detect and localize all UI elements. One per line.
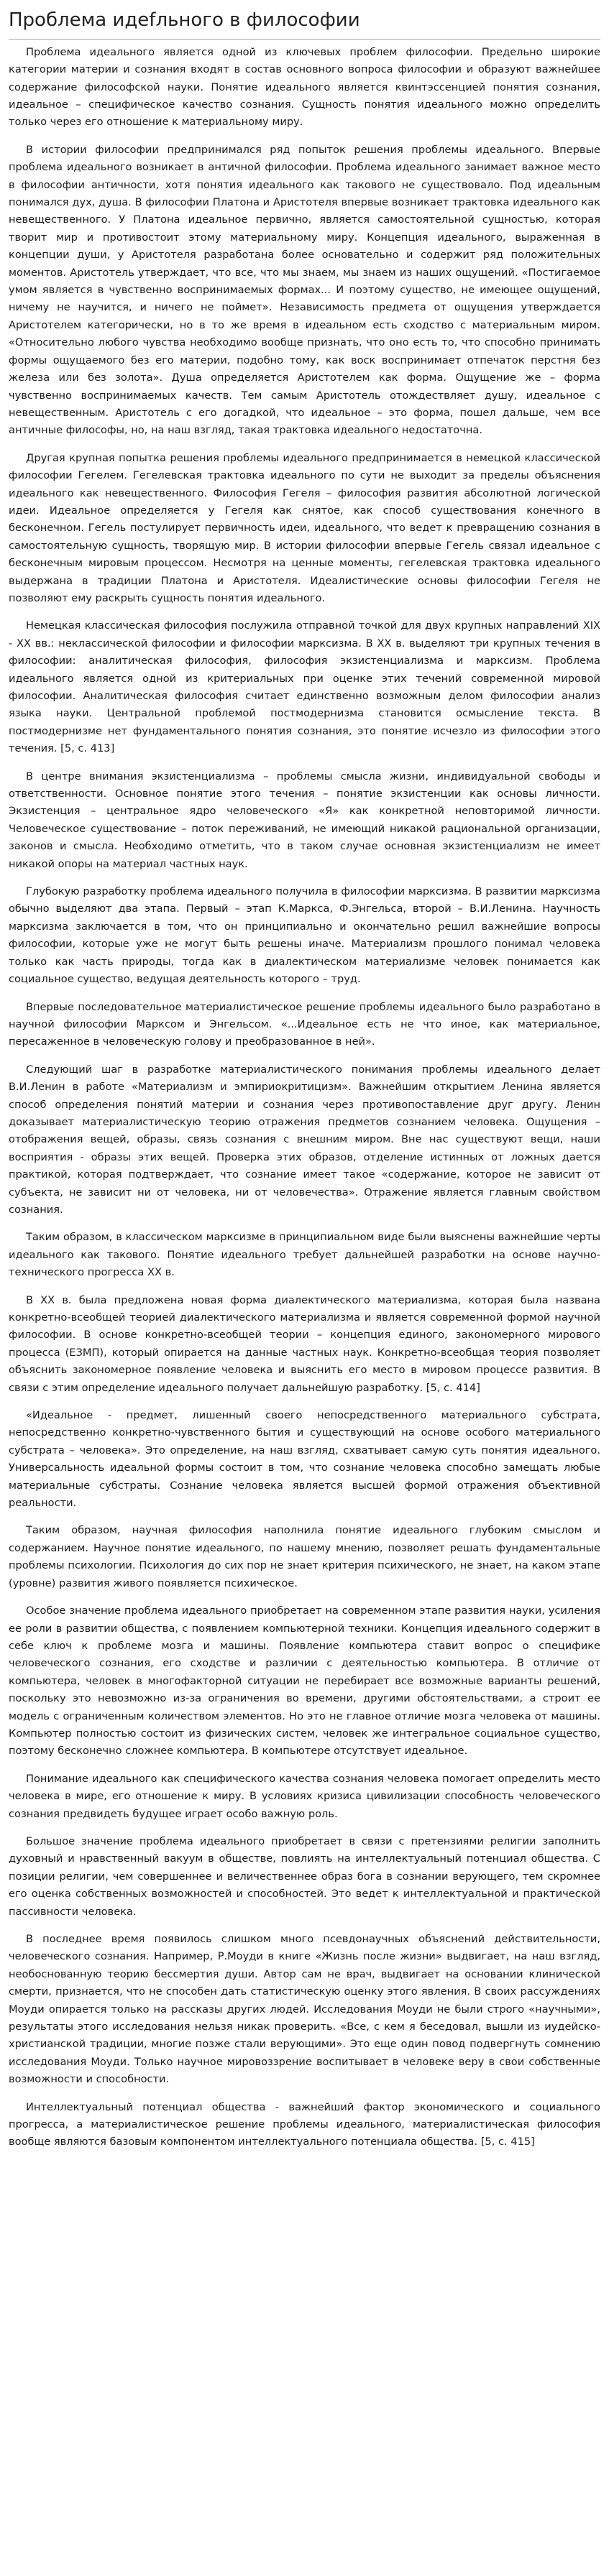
paragraph: Большое значение проблема идеального приобретает в связи с претензиями религии заполнить духовный и нравственный вакуум в обществе, повлиять на интеллектуальный потенциал общества. С позиции религии, чем совершеннее и величественнее образ бога в сознании верующего, тем скромнее его оценка собственных возможностей и способностей. Это ведет к интеллектуальной и практической пассивности человека. bbox=[9, 1834, 600, 1918]
paragraph: В истории философии предпринимался ряд попыток решения проблемы идеального. Впервые проблема идеального возникает в античной философии. Проблема идеального занимает важное место в философии античности, хотя понятия идеального как такового не существовало. Под идеальным понимался дух, душа. В философии Платона и Аристотеля впервые возникает трактовка идеального как невещественного. У Платона идеальное первично, является самостоятельной сущностью, которая творит мир и противостоит этому материальному миру. Концепция идеального, выраженная в концепции души, у Аристотеля разработана более основательно и содержит ряд положительных моментов. Аристотель утверждает, что все, что мы знаем, мы знаем из наших ощущений. «Постигаемое умом является в чувственно воспринимаемых формах... И поэтому существо, не имеющее ощущений, ничему не научится, и ничего не поймет». Независимость предмета от ощущения утверждается Аристотелем категорически, но в то же время в идеальном есть сходство с материальным миром. «Относительно любого чувства необходимо вообще признать, что оно есть то, что способно принимать формы ощущаемого без его материи, подобно тому, как воск воспринимает отпечаток перстня без железа или без золота». Душа определяется Аристотелем как форма. Ощущение же – форма чувственно воспринимаемых качеств. Тем самым Аристотель отождествляет душу, идеальное с невещественным. Аристотель с его догадкой, что идеальное – это форма, пошел дальше, чем все античные философы, но, на наш взгляд, такая трактовка идеального недостаточна. bbox=[9, 143, 600, 437]
paragraph: Интеллектуальный потенциал общества - важнейший фактор экономического и социального прогресса, а материалистическое решение проблемы идеального, материалистическая философия вообще являются базовым компонентом интеллектуального потенциала общества. [5, с. 415] bbox=[9, 2100, 600, 2148]
article-body bbox=[9, 44, 600, 2151]
paragraph: В центре внимания экзистенциализма – проблемы смысла жизни, индивидуальной свободы и ответственности. Основное понятие этого течения – понятие экзистенции как основы личности. Экзистенция – центральное ядро человеческого «Я» как конкретной неповторимой личности. Человеческое существование – поток переживаний, не имеющий никакой рациональной организации, законов и смысла. Необходимо отметить, что в таком случае основная экзистенциализм не имеет никакой опоры на материал частных наук. bbox=[9, 770, 600, 870]
paragraph: Таким образом, научная философия наполнила понятие идеального глубоким смыслом и содержанием. Научное понятие идеального, по нашему мнению, позволяет решать фундаментальные проблемы психологии. Психология до сих пор не знает критерия психического, не знает, на каком этапе (уровне) развития живого появляется психическое. bbox=[9, 1524, 600, 1589]
paragraph: Понимание идеального как специфического качества сознания человека помогает определить место человека в мире, его отношение к миру. В условиях кризиса цивилизации способность человеческого сознания предвидеть будущее играет особо важную роль. bbox=[9, 1772, 600, 1820]
paragraph: В последнее время появилось слишком много псевдонаучных объяснений действительности, человеческого сознания. Например, Р.Моуди в книге «Жизнь после жизни» выдвигает, на наш взгляд, необоснованную теорию бессмертия души. Автор сам не врач, выдвигает на основании клинической смерти, признается, что не способен дать статистическую оценку этого явления. В своих рассуждениях Моуди опирается только на рассказы других людей. Исследования Моуди не были строго «научными», результаты этого исследования нельзя никак проверить. «Все, с кем я беседовал, вышли из иудейско-христианской традиции, многие позже стали верующими». Это еще один повод подвергнуть сомнению исследования Моуди. Только научное мировоззрение воспитывает в человеке веру в свои собственные возможности и способности. bbox=[9, 1933, 600, 2086]
paragraph: Следующий шаг в разработке материалистического понимания проблемы идеального делает В.И.Ленин в работе «Материализм и эмпириокритицизм». Важнейшим открытием Ленина является способ определения понятий материи и сознания через противопоставление друг другу. Ленин доказывает материалистическую теорию отражения предметов сознанием человека. Ощущения – отображения вещей, образы, связь сознания с внешним миром. Вне нас существуют вещи, наши восприятия - образы этих вещей. Проверка этих образов, отделение истинных от ложных дается практикой, которая подтверждает, что сознание имеет такое «содержание, которое не зависит от субъекта, не зависит ни от человека, ни от человечества». Отражение является главным свойством сознания. bbox=[9, 1063, 600, 1216]
paragraph: Немецкая классическая философия послужила отправной точкой для двух крупных направлений XIX - XX вв.: неклассической философии и философии марксизма. В XX в. выделяют три крупных течения в философии: аналитическая философия, философия экзистенциализма и марксизм. Проблема идеального является одной из критериальных при оценке этих течений современной мировой философии. Аналитическая философия считает единственно возможным делом философии анализ языка науки. Центральной проблемой постмодернизма становится осмысление текста. В постмодернизме нет фундаментального понятия сознания, это понятие исчезло из философии этого течения. [5, с. 413] bbox=[9, 619, 600, 755]
paragraph: Глубокую разработку проблема идеального получила в философии марксизма. В развитии марксизма обычно выделяют два этапа. Первый – этап К.Маркса, Ф.Энгельса, второй – В.И.Ленина. Научность марксизма заключается в том, что он принципиально и окончательно решил важнейшие вопросы философии, которые уже не могут быть решены иначе. Материализм прошлого понимал человека только как часть природы, тогда как в диалектическом материализме человек понимается как социальное существо, ведущая деятельность которого – труд. bbox=[9, 885, 600, 986]
paragraph: Особое значение проблема идеального приобретает на современном этапе развития науки, усиления ее роли в развитии общества, с появлением компьютерной техники. Концепция идеального содержит в себе ключ к проблеме мозга и машины. Появление компьютера ставит вопрос о специфике человеческого сознания, его сходстве и различии с деятельностью компьютера. В отличие от компьютера, человек в многофакторной ситуации не перебирает все возможные варианты решений, поскольку это невозможно из-за ограничения во времени, другими обстоятельствами, а строит ее модель с ограниченным количеством элементов. Но это не главное отличие мозга человека от машины. Компьютер полностью состоит из физических систем, человек же интегральное социальное существо, поэтому бесконечно сложнее компьютера. В компьютере отсутствует идеальное. bbox=[9, 1605, 600, 1758]
page-title: Проблема идеfльного в философии bbox=[9, 9, 600, 40]
paragraph: Другая крупная попытка решения проблемы идеального предпринимается в немецкой классической философии Гегелем. Гегелевская трактовка идеального по сути не выходит за пределы объяснения идеального как невещественного. Философия Гегеля – философия развития абсолютной логической идеи. Идеальное определяется у Гегеля как снятое, как способ существования конечного в бесконечном. Гегель постулирует первичность идеи, идеального, что ведет к превращению сознания в самостоятельную сущность, творящую мир. В истории философии впервые Гегель связал идеальное с бесконечным мировым процессом. Несмотря на ценные моменты, гегелевская трактовка идеального выдержана в традиции Платона и Аристотеля. Идеалистические основы философии Гегеля не позволяют ему раскрыть сущность понятия идеального. bbox=[9, 451, 600, 604]
paragraph: Впервые последовательное материалистическое решение проблемы идеального было разработано в научной философии Марксом и Энгельсом. «...Идеальное есть не что иное, как материальное, пересаженное в человеческую голову и преобразованное в ней». bbox=[9, 1000, 600, 1048]
paragraph: В XX в. была предложена новая форма диалектического материализма, которая была названа конкретно-всеобщей теорией диалектического материализма и является современной формой научной философии. В основе конкретно-всеобщей теории – концепция единого, закономерного мирового процесса (ЕЗМП), который опирается на данные частных наук. Конкретно-всеобщая теория позволяет объяснить закономерное появление человека и выяснить его место в мировом процессе развития. В связи с этим определение идеального получает дальнейшую разработку. [5, с. 414] bbox=[9, 1293, 600, 1394]
paragraph: «Идеальное - предмет, лишенный своего непосредственного материального субстрата, непосредственно конкретно-чувственного бытия и существующий на основе особого материального субстрата – человека». Это определение, на наш взгляд, схватывает самую суть понятия идеального. Универсальность идеальной формы состоит в том, что сознание человека способно замещать любые материальные субстраты. Сознание человека является высшей формой отражения объективной реальности. bbox=[9, 1409, 600, 1510]
paragraph: Проблема идеального является одной из ключевых проблем философии. Предельно широкие категории материи и сознания входят в состав основного вопроса философии и образуют важнейшее содержание философской науки. Понятие идеального является квинтэссенцией понятия сознания, идеальное – специфическое качество сознания. Сущность понятия идеального можно определить только через его отношение к материальному миру. bbox=[9, 45, 600, 129]
paragraph: Таким образом, в классическом марксизме в принципиальном виде были выяснены важнейшие черты идеального как такового. Понятие идеального требует дальнейшей разработки на основе научно-технического прогресса XX в. bbox=[9, 1231, 600, 1279]
